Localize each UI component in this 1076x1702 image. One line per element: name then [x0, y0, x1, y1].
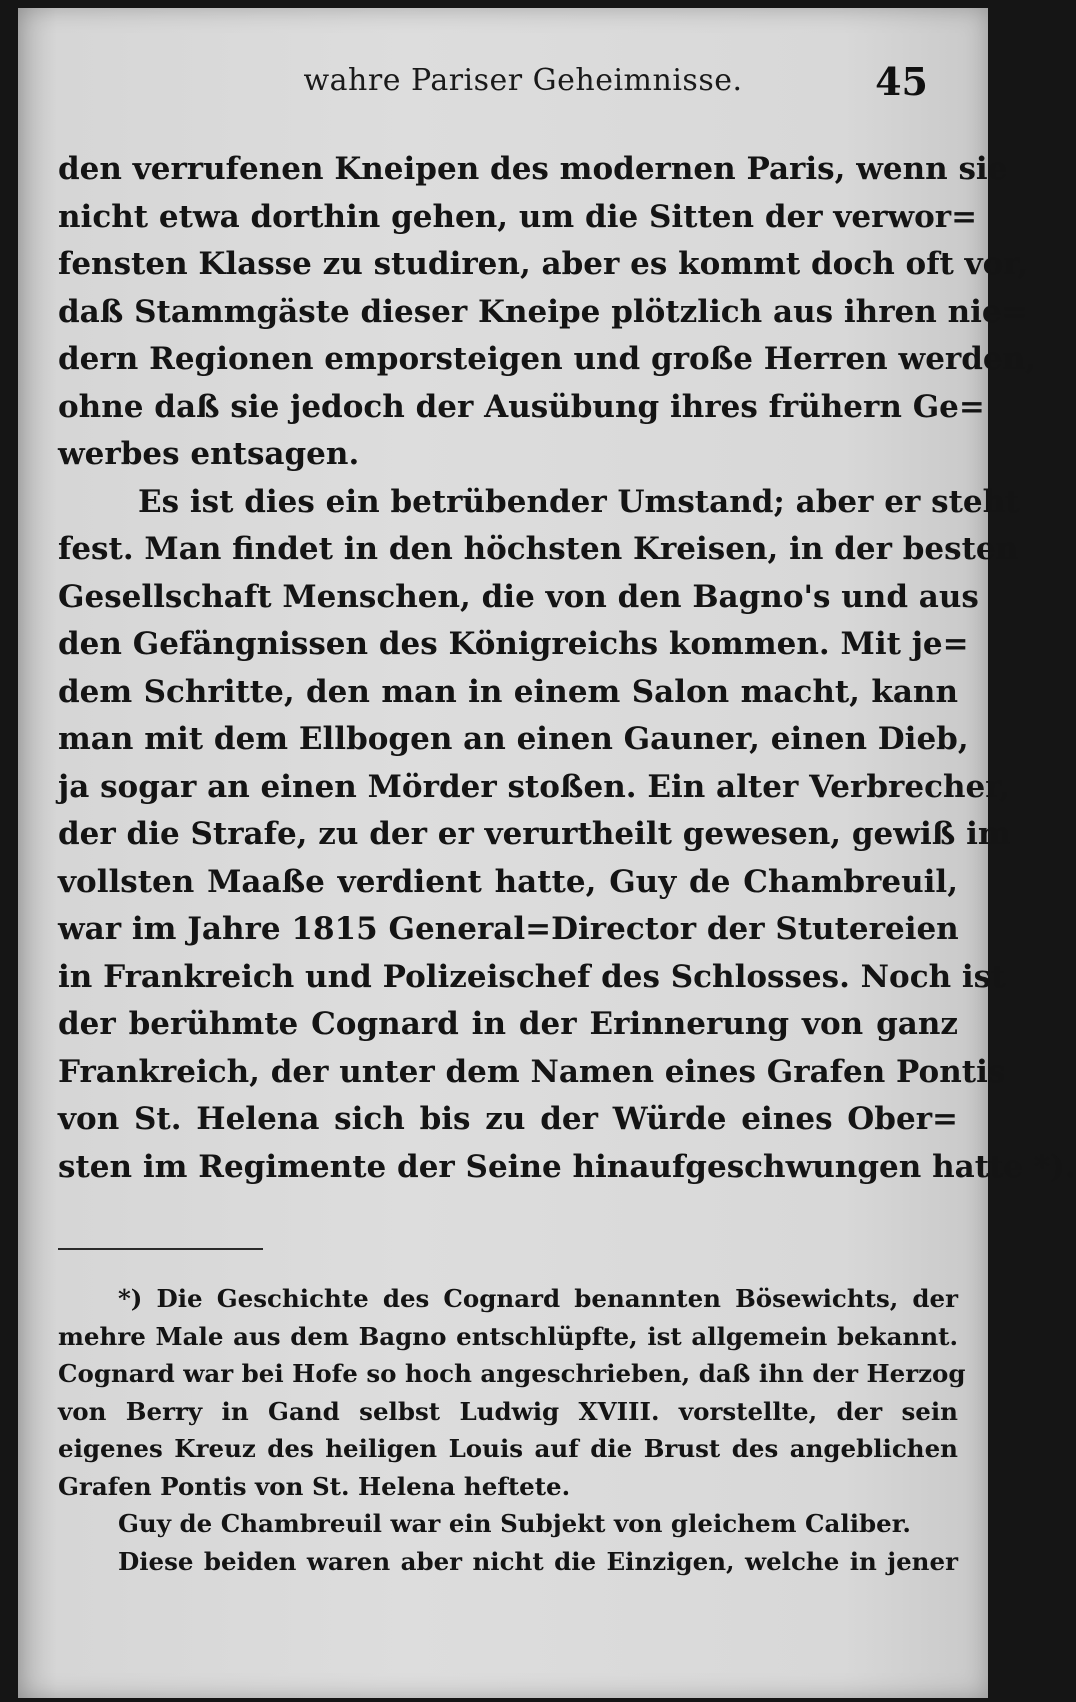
- text-line: den verrufenen Kneipen des modernen Paris, wenn sie: [58, 151, 1008, 187]
- text-line: fest. Man findet in den höchsten Kreisen, in der besten: [58, 531, 1019, 567]
- text-line: ohne daß sie jedoch der Ausübung ihres frühern Ge=: [58, 388, 985, 425]
- text-line: fensten Klasse zu studiren, aber es kommt doch oft vor,: [58, 246, 1029, 282]
- footnote-line: Guy de Chambreuil war ein Subjekt von gleichem Caliber.: [118, 1509, 911, 1538]
- text-line: werbes entsagen.: [58, 436, 360, 472]
- text-line: den Gefängnissen des Königreichs kommen. Mit je=: [58, 626, 969, 662]
- text-line: nicht etwa dorthin gehen, um die Sitten der verwor=: [58, 198, 978, 235]
- book-page: [18, 8, 1076, 1698]
- footnote-line: eigenes Kreuz des heiligen Louis auf die Brust des angeblichen: [58, 1434, 958, 1463]
- text-line: von St. Helena sich bis zu der Würde eines Ober=: [58, 1101, 958, 1137]
- text-line: daß Stammgäste dieser Kneipe plötzlich aus ihren nie=: [58, 293, 1028, 330]
- text-line: vollsten Maaße verdient hatte, Guy de Chambreuil,: [58, 863, 958, 900]
- text-line: Es ist dies ein betrübender Umstand; aber er steht: [138, 483, 1020, 520]
- footnote-separator: [58, 1248, 263, 1250]
- page-header: [18, 59, 988, 113]
- footnote-line: Diese beiden waren aber nicht die Einzigen, welche in jener: [118, 1546, 958, 1576]
- main-text: [58, 146, 1076, 1191]
- text-line: ja sogar an einen Mörder stoßen. Ein alter Verbrecher,: [58, 768, 1011, 805]
- footnote-line: Grafen Pontis von St. Helena heftete.: [58, 1471, 571, 1501]
- footnote-line: *) Die Geschichte des Cognard benannten Bösewichts, der: [118, 1284, 958, 1313]
- text-line: der die Strafe, zu der er verurtheilt gewesen, gewiß im: [58, 816, 1011, 852]
- text-line: man mit dem Ellbogen an einen Gauner, einen Dieb,: [58, 721, 969, 757]
- text-line: war im Jahre 1815 General=Director der Stutereien: [58, 911, 959, 947]
- footnote: [58, 1280, 966, 1580]
- text-line: sten im Regimente der Seine hinaufgeschwungen hatte *).: [58, 1148, 1076, 1185]
- footnote-line: von Berry in Gand selbst Ludwig XVIII. vorstellte, der sein: [58, 1396, 958, 1426]
- text-line: dem Schritte, den man in einem Salon macht, kann: [58, 673, 958, 710]
- text-line: in Frankreich und Polizeischef des Schlosses. Noch ist: [58, 958, 1006, 995]
- text-line: Gesellschaft Menschen, die von den Bagno's und aus: [58, 578, 979, 615]
- text-line: dern Regionen emporsteigen und große Herren werden,: [58, 341, 1036, 377]
- text-line: der berühmte Cognard in der Erinnerung von ganz: [58, 1006, 958, 1042]
- running-title: wahre Pariser Geheimnisse.: [303, 63, 743, 98]
- text-line: Frankreich, der unter dem Namen eines Grafen Pontis: [58, 1053, 1006, 1090]
- footnote-line: Cognard war bei Hofe so hoch angeschrieben, daß ihn der Herzog: [58, 1359, 966, 1388]
- footnote-line: mehre Male aus dem Bagno entschlüpfte, ist allgemein bekannt.: [58, 1321, 958, 1351]
- page-number: 45: [875, 59, 928, 104]
